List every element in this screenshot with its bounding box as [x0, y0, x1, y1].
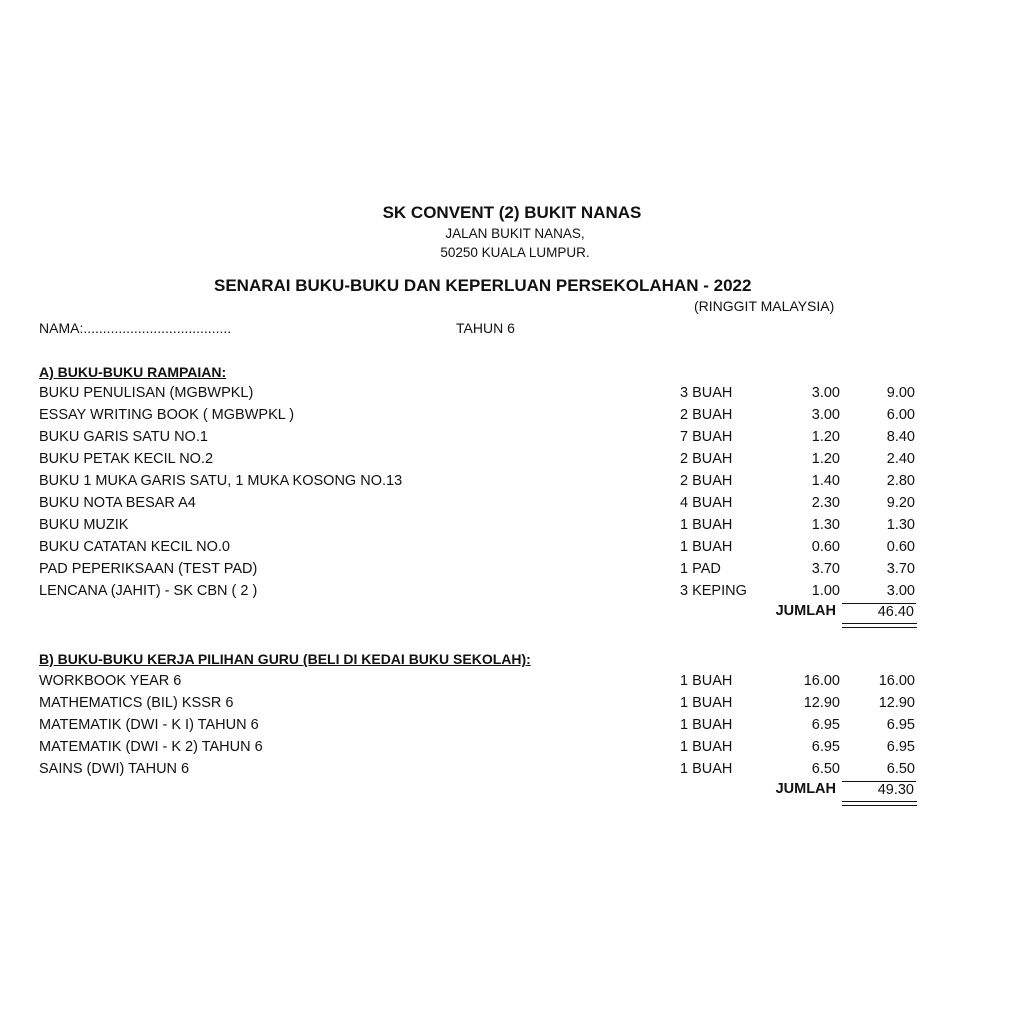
- item-name: BUKU NOTA BESAR A4: [39, 495, 196, 511]
- table-row: [0, 539, 1024, 561]
- item-unit-price: 2.30: [811, 495, 840, 511]
- item-name: SAINS (DWI) TAHUN 6: [39, 761, 190, 777]
- item-name: BUKU PETAK KECIL NO.2: [39, 451, 214, 467]
- item-total: 9.20: [886, 495, 915, 511]
- item-unit-price: 6.95: [811, 717, 840, 733]
- item-name: BUKU GARIS SATU NO.1: [39, 429, 208, 445]
- item-unit-price: 12.90: [803, 695, 840, 711]
- table-row: [0, 673, 1024, 695]
- table-row: [0, 717, 1024, 739]
- item-name: BUKU CATATAN KECIL NO.0: [39, 539, 230, 555]
- item-total: 6.95: [886, 717, 915, 733]
- item-name: LENCANA (JAHIT) - SK CBN ( 2 ): [39, 583, 258, 599]
- table-row: [0, 561, 1024, 583]
- address-line-2: 50250 KUALA LUMPUR.: [440, 245, 590, 260]
- item-quantity: 1 BUAH: [680, 761, 733, 777]
- item-name: MATHEMATICS (BIL) KSSR 6: [39, 695, 234, 711]
- item-name: BUKU 1 MUKA GARIS SATU, 1 MUKA KOSONG NO.13: [39, 473, 403, 489]
- item-quantity: 1 BUAH: [680, 539, 733, 555]
- item-total: 2.80: [886, 473, 915, 489]
- item-unit-price: 1.40: [811, 473, 840, 489]
- table-row: [0, 583, 1024, 605]
- item-total: 3.00: [886, 583, 915, 599]
- item-unit-price: 3.70: [811, 561, 840, 577]
- item-unit-price: 1.20: [811, 451, 840, 467]
- item-total: 0.60: [886, 539, 915, 555]
- item-quantity: 2 BUAH: [680, 451, 733, 467]
- item-name: WORKBOOK YEAR 6: [39, 673, 182, 689]
- item-total: 16.00: [878, 673, 915, 689]
- address-line-1: JALAN BUKIT NANAS,: [445, 226, 585, 241]
- item-name: BUKU MUZIK: [39, 517, 129, 533]
- item-quantity: 2 BUAH: [680, 407, 733, 423]
- section-a-total-value: [842, 603, 916, 620]
- table-row: [0, 517, 1024, 539]
- section-b-total-value: [842, 781, 916, 798]
- item-quantity: 1 BUAH: [680, 673, 733, 689]
- table-row: [0, 407, 1024, 429]
- item-name: ESSAY WRITING BOOK ( MGBWPKL ): [39, 407, 295, 423]
- item-name: BUKU PENULISAN (MGBWPKL): [39, 385, 254, 401]
- currency-note: (RINGGIT MALAYSIA): [694, 298, 835, 314]
- table-row: [0, 385, 1024, 407]
- item-quantity: 4 BUAH: [680, 495, 733, 511]
- item-quantity: 1 BUAH: [680, 517, 733, 533]
- section-b-total-label: JUMLAH: [775, 781, 836, 797]
- table-row: [0, 761, 1024, 783]
- item-name: MATEMATIK (DWI - K I) TAHUN 6: [39, 717, 259, 733]
- item-quantity: 3 BUAH: [680, 385, 733, 401]
- section-a-double-underline: [842, 623, 917, 628]
- document-title: SENARAI BUKU-BUKU DAN KEPERLUAN PERSEKOLAHAN - 2022: [214, 276, 752, 295]
- table-row: [0, 495, 1024, 517]
- section-a-total-amount: 46.40: [877, 604, 914, 620]
- item-unit-price: 6.95: [811, 739, 840, 755]
- table-row: [0, 451, 1024, 473]
- item-quantity: 2 BUAH: [680, 473, 733, 489]
- name-field: NAMA:......................................: [39, 320, 232, 336]
- item-quantity: 1 BUAH: [680, 717, 733, 733]
- school-name: SK CONVENT (2) BUKIT NANAS: [382, 203, 642, 222]
- item-unit-price: 1.20: [811, 429, 840, 445]
- item-total: 8.40: [886, 429, 915, 445]
- section-a-heading: A) BUKU-BUKU RAMPAIAN:: [39, 364, 227, 380]
- item-name: PAD PEPERIKSAAN (TEST PAD): [39, 561, 258, 577]
- section-a-total-label: JUMLAH: [775, 603, 836, 619]
- item-name: MATEMATIK (DWI - K 2) TAHUN 6: [39, 739, 263, 755]
- year-label: TAHUN 6: [456, 320, 515, 336]
- item-unit-price: 1.00: [811, 583, 840, 599]
- item-unit-price: 3.00: [811, 385, 840, 401]
- item-unit-price: 6.50: [811, 761, 840, 777]
- item-total: 12.90: [878, 695, 915, 711]
- item-total: 2.40: [886, 451, 915, 467]
- item-quantity: 7 BUAH: [680, 429, 733, 445]
- section-b-total-amount: 49.30: [877, 782, 914, 798]
- item-quantity: 3 KEPING: [680, 583, 747, 599]
- item-total: 9.00: [886, 385, 915, 401]
- item-total: 6.95: [886, 739, 915, 755]
- item-total: 3.70: [886, 561, 915, 577]
- table-row: [0, 739, 1024, 761]
- item-unit-price: 16.00: [803, 673, 840, 689]
- item-quantity: 1 BUAH: [680, 739, 733, 755]
- item-quantity: 1 PAD: [680, 561, 721, 577]
- section-b-double-underline: [842, 801, 917, 806]
- item-total: 6.00: [886, 407, 915, 423]
- item-unit-price: 0.60: [811, 539, 840, 555]
- item-total: 1.30: [886, 517, 915, 533]
- item-quantity: 1 BUAH: [680, 695, 733, 711]
- section-b-heading: B) BUKU-BUKU KERJA PILIHAN GURU (BELI DI KEDAI BUKU SEKOLAH):: [39, 651, 531, 667]
- table-row: [0, 473, 1024, 495]
- item-unit-price: 1.30: [811, 517, 840, 533]
- item-total: 6.50: [886, 761, 915, 777]
- table-row: [0, 429, 1024, 451]
- item-unit-price: 3.00: [811, 407, 840, 423]
- table-row: [0, 695, 1024, 717]
